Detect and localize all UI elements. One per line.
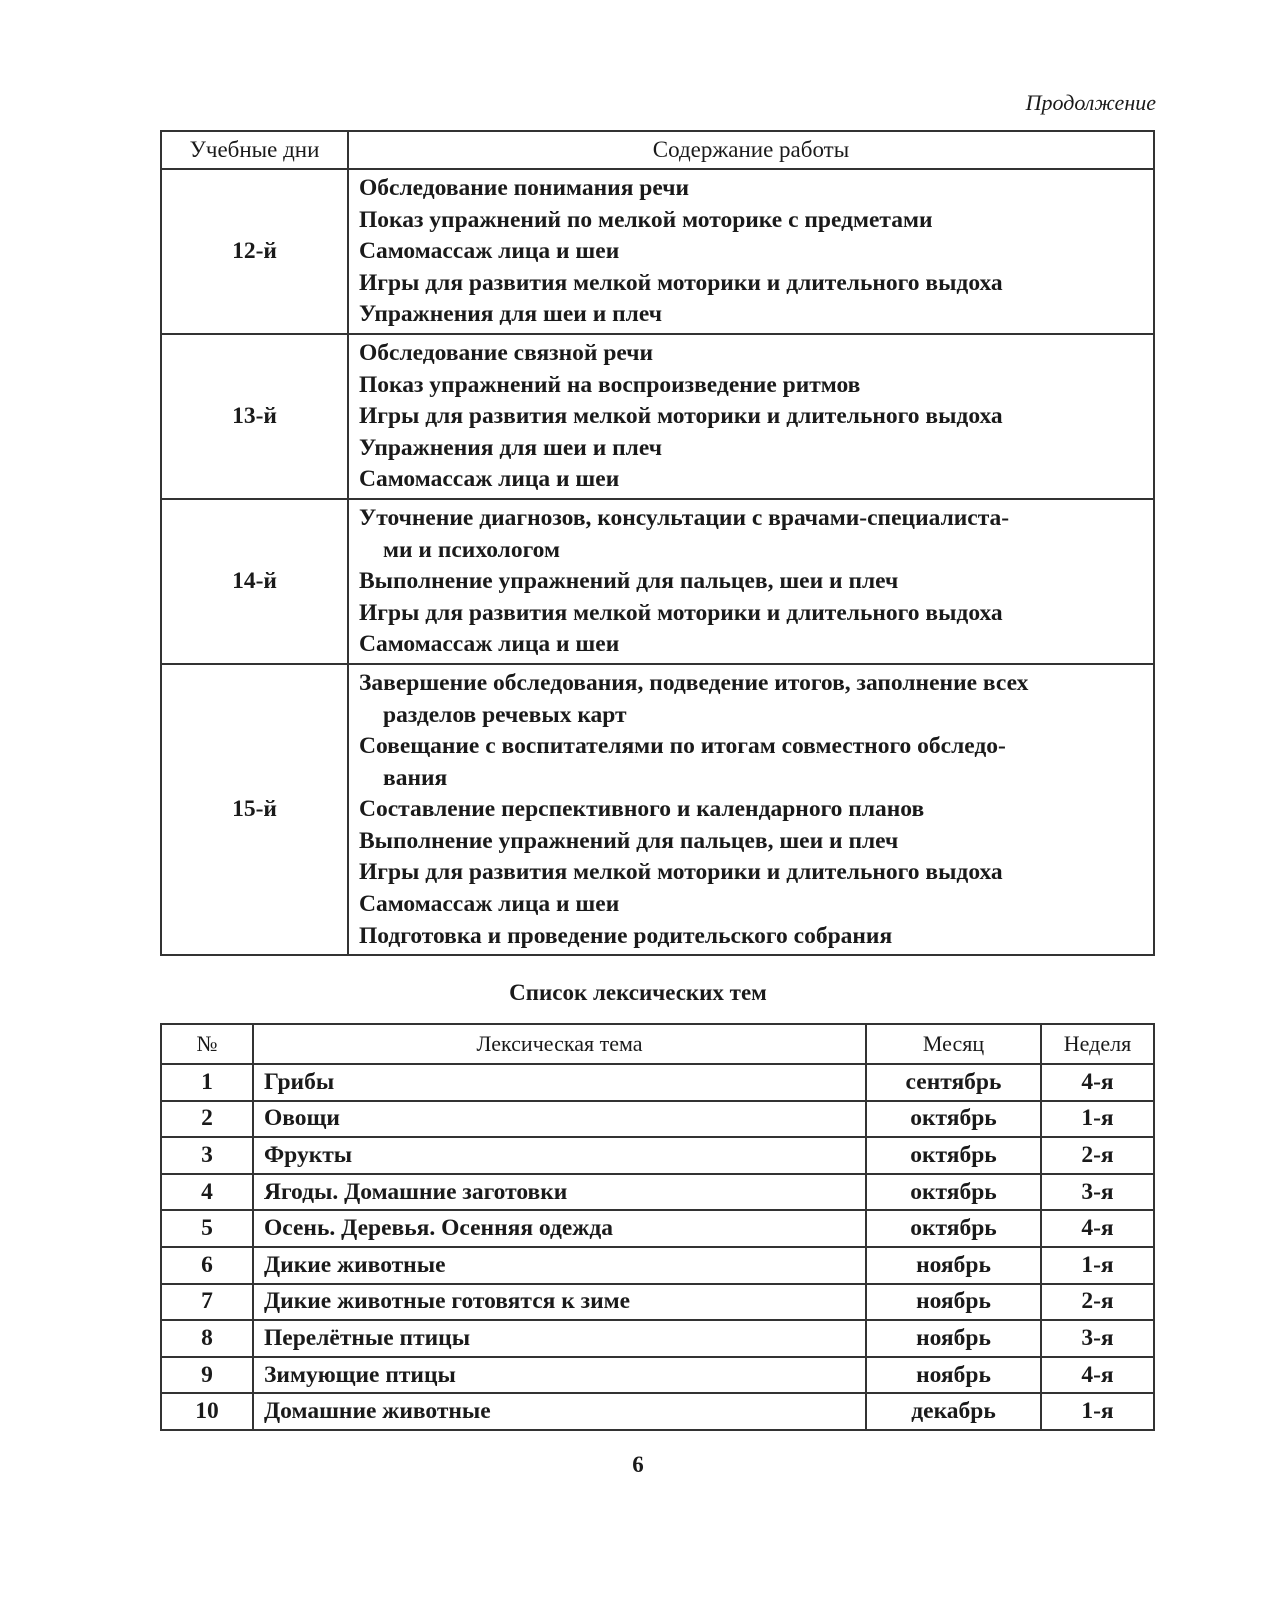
schedule-item-line: Упражнения для шеи и плеч <box>359 434 662 461</box>
topic-topic: Перелётные птицы <box>253 1320 866 1357</box>
schedule-day: 14-й <box>161 499 348 664</box>
schedule-item-line: Показ упражнений по мелкой моторике с предметами <box>359 206 933 233</box>
topic-num: 10 <box>161 1393 253 1430</box>
schedule-item-line: Составление перспективного и календарного планов <box>359 796 925 823</box>
topic-week: 2-я <box>1041 1137 1154 1174</box>
schedule-row <box>161 169 1154 334</box>
topics-table <box>160 1023 1155 1431</box>
topic-row <box>161 1320 1154 1357</box>
schedule-item-line: Уточнение диагнозов, консультации с врачами-специалиста- <box>359 504 1010 531</box>
schedule-item-line: Показ упражнений на воспроизведение ритмов <box>359 371 861 398</box>
topic-topic: Фрукты <box>253 1137 866 1174</box>
continuation-label: Продолжение <box>1025 90 1156 115</box>
schedule-row <box>161 334 1154 499</box>
schedule-item-line: Игры для развития мелкой моторики и длительного выдоха <box>359 403 1003 430</box>
schedule-item-line: Обследование связной речи <box>359 339 654 366</box>
schedule-item-line: ми и психологом <box>383 536 560 563</box>
topic-row <box>161 1137 1154 1174</box>
schedule-content <box>348 334 1154 499</box>
topic-row <box>161 1174 1154 1211</box>
schedule-item-line: Упражнения для шеи и плеч <box>359 301 662 328</box>
schedule-item-line: Выполнение упражнений для пальцев, шеи и плеч <box>359 827 899 854</box>
topic-row <box>161 1064 1154 1101</box>
schedule-item-line: Самомассаж лица и шеи <box>359 238 620 265</box>
topic-topic: Дикие животные готовятся к зиме <box>253 1284 866 1321</box>
topic-week: 3-я <box>1041 1320 1154 1357</box>
topic-num: 1 <box>161 1064 253 1101</box>
topic-num: 2 <box>161 1101 253 1138</box>
schedule-item-line: Самомассаж лица и шеи <box>359 466 620 493</box>
topic-row <box>161 1247 1154 1284</box>
topic-week: 1-я <box>1041 1393 1154 1430</box>
topic-month: ноябрь <box>866 1357 1041 1394</box>
topic-row <box>161 1101 1154 1138</box>
topic-topic: Дикие животные <box>253 1247 866 1284</box>
topic-week: 2-я <box>1041 1284 1154 1321</box>
schedule-item-line: Игры для развития мелкой моторики и длительного выдоха <box>359 269 1003 296</box>
schedule-item-line: вания <box>383 764 448 791</box>
topic-topic: Домашние животные <box>253 1393 866 1430</box>
topic-num: 8 <box>161 1320 253 1357</box>
topic-week: 1-я <box>1041 1101 1154 1138</box>
schedule-content <box>348 169 1154 334</box>
topic-row <box>161 1210 1154 1247</box>
topic-row <box>161 1284 1154 1321</box>
header-content: Содержание работы <box>348 131 1154 169</box>
topic-num: 9 <box>161 1357 253 1394</box>
schedule-row <box>161 499 1154 664</box>
topic-month: октябрь <box>866 1137 1041 1174</box>
topic-week: 4-я <box>1041 1210 1154 1247</box>
schedule-row <box>161 664 1154 955</box>
topic-month: октябрь <box>866 1210 1041 1247</box>
schedule-content <box>348 499 1154 664</box>
schedule-day: 13-й <box>161 334 348 499</box>
schedule-day: 15-й <box>161 664 348 955</box>
topic-week: 4-я <box>1041 1357 1154 1394</box>
topic-week: 1-я <box>1041 1247 1154 1284</box>
header-days: Учебные дни <box>161 131 348 169</box>
topic-month: декабрь <box>866 1393 1041 1430</box>
topic-topic: Грибы <box>253 1064 866 1101</box>
topics-title: Список лексических тем <box>509 980 767 1005</box>
topic-num: 7 <box>161 1284 253 1321</box>
schedule-item-line: Самомассаж лица и шеи <box>359 891 620 918</box>
schedule-item-line: Игры для развития мелкой моторики и длительного выдоха <box>359 859 1003 886</box>
schedule-item-line: Завершение обследования, подведение итогов, заполнение всех <box>359 669 1029 696</box>
topic-topic: Ягоды. Домашние заготовки <box>253 1174 866 1211</box>
topic-num: 3 <box>161 1137 253 1174</box>
schedule-item-line: Выполнение упражнений для пальцев, шеи и плеч <box>359 568 899 595</box>
schedule-content <box>348 664 1154 955</box>
topic-month: ноябрь <box>866 1284 1041 1321</box>
topic-num: 4 <box>161 1174 253 1211</box>
header-num: № <box>161 1024 253 1064</box>
header-month: Месяц <box>866 1024 1041 1064</box>
schedule-item-line: Совещание с воспитателями по итогам совместного обследо- <box>359 733 1006 760</box>
header-topic: Лексическая тема <box>253 1024 866 1064</box>
schedule-day: 12-й <box>161 169 348 334</box>
topic-month: октябрь <box>866 1101 1041 1138</box>
schedule-table <box>160 130 1155 956</box>
schedule-item-line: Игры для развития мелкой моторики и длительного выдоха <box>359 599 1003 626</box>
topic-month: ноябрь <box>866 1247 1041 1284</box>
schedule-item-line: Обследование понимания речи <box>359 175 689 201</box>
schedule-header-row <box>161 131 1154 169</box>
topic-week: 4-я <box>1041 1064 1154 1101</box>
header-week: Неделя <box>1041 1024 1154 1064</box>
schedule-item-line: Самомассаж лица и шеи <box>359 631 620 658</box>
topic-row <box>161 1357 1154 1394</box>
topic-month: сентябрь <box>866 1064 1041 1101</box>
topic-num: 6 <box>161 1247 253 1284</box>
topic-num: 5 <box>161 1210 253 1247</box>
schedule-item-line: Подготовка и проведение родительского собрания <box>359 922 893 949</box>
topics-header-row <box>161 1024 1154 1064</box>
topic-week: 3-я <box>1041 1174 1154 1211</box>
topic-topic: Зимующие птицы <box>253 1357 866 1394</box>
topic-row <box>161 1393 1154 1430</box>
topic-month: ноябрь <box>866 1320 1041 1357</box>
page-number: 6 <box>632 1452 644 1477</box>
topic-topic: Овощи <box>253 1101 866 1138</box>
topic-month: октябрь <box>866 1174 1041 1211</box>
schedule-item-line: разделов речевых карт <box>383 701 627 728</box>
topic-topic: Осень. Деревья. Осенняя одежда <box>253 1210 866 1247</box>
